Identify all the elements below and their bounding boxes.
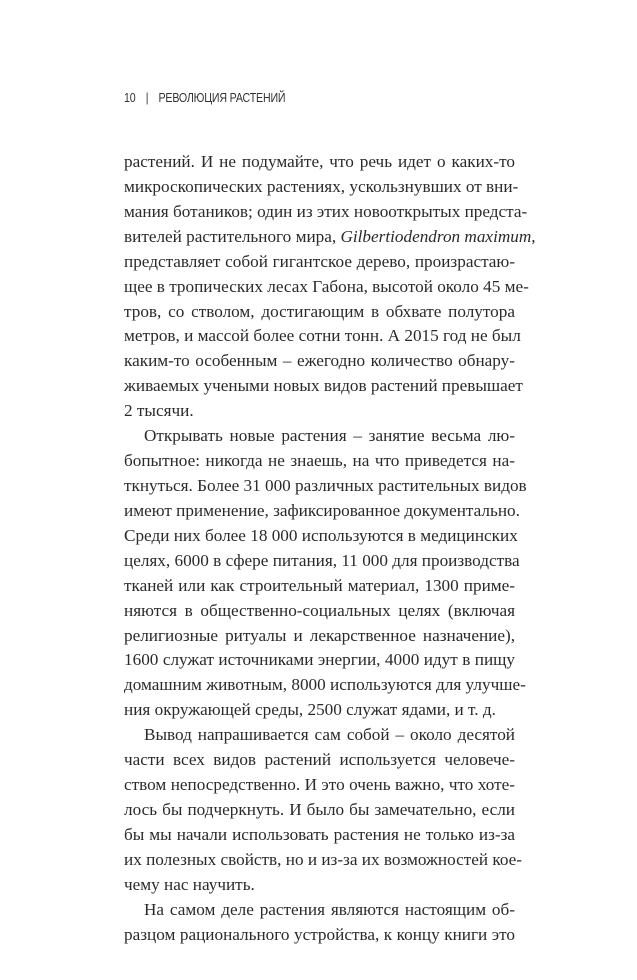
text-line: чему нас научить. <box>124 874 255 894</box>
species-name: Gilbertiodendron maximum <box>340 226 532 246</box>
text-line: бопытное: никогда не знаешь, на что приведется на- <box>124 451 515 471</box>
text-line: щее в тропических лесах Габона, высотой около 45 ме- <box>124 276 529 296</box>
text-line: живаемых учеными новых видов растений превышает <box>124 376 523 396</box>
running-header <box>124 91 285 105</box>
text-line: Среди них более 18 000 используются в медицинских <box>124 525 518 545</box>
text-line: разцом рационального устройства, к концу книги это <box>124 924 515 944</box>
text-line: их полезных свойств, но и из-за их возможностей кое- <box>124 849 523 869</box>
text-line: 2 тысячи. <box>124 401 194 421</box>
text-line: метров, и массой более сотни тонн. А 2015 год не был <box>124 326 521 346</box>
text-line: части всех видов растений используется человече- <box>124 750 515 770</box>
text-line: лось бы подчеркнуть. И было бы замечательно, если <box>124 799 515 819</box>
text-line: Вывод напрашивается сам собой – около десятой <box>144 725 515 745</box>
text-line: ния окружающей среды, 2500 служат ядами, и т. д. <box>124 700 496 720</box>
header-separator: | <box>145 91 149 105</box>
text-line: имеют применение, зафиксированное документально. <box>124 500 520 520</box>
text-line: микроскопических растениях, ускользнувших от вни- <box>124 176 519 196</box>
text-line: тров, со стволом, достигающим в обхвате полутора <box>124 301 515 321</box>
text-line: мания ботаников; один из этих новооткрытых предста- <box>124 201 528 221</box>
text-line: целях, 6000 в сфере питания, 11 000 для производства <box>124 550 520 570</box>
text-line: тканей или как строительный материал, 1300 приме- <box>124 575 515 595</box>
text-line: представляет собой гигантское дерево, произрастаю- <box>124 251 515 271</box>
text-line: растений. И не подумайте, что речь идет о каких-то <box>124 152 515 171</box>
text-line: 1600 служат источниками энергии, 4000 идут в пищу <box>124 650 515 670</box>
running-title: РЕВОЛЮЦИЯ РАСТЕНИЙ <box>158 91 286 105</box>
text-line: бы мы начали использовать растения не только из-за <box>124 824 515 844</box>
text-line: каким-то особенным – ежегодно количество обнару- <box>124 351 515 371</box>
text-line: религиозные ритуалы и лекарственное назначение), <box>124 625 515 645</box>
page-number: 10 <box>124 91 136 105</box>
body-text <box>124 150 536 948</box>
text-line <box>124 225 536 250</box>
text-line: Открывать новые растения – занятие весьма лю- <box>144 426 515 446</box>
text-line: На самом деле растения являются настоящим об- <box>144 899 515 919</box>
text-line: ткнуться. Более 31 000 различных растительных видов <box>124 475 527 495</box>
text-line: ством непосредственно. И это очень важно, что хоте- <box>124 775 515 795</box>
text-line: домашним животным, 8000 используются для улучше- <box>124 675 526 695</box>
line-text: вителей растительного мира, <box>124 226 341 246</box>
line-text: , <box>531 226 536 246</box>
text-line: няются в общественно-социальных целях (включая <box>124 600 515 620</box>
